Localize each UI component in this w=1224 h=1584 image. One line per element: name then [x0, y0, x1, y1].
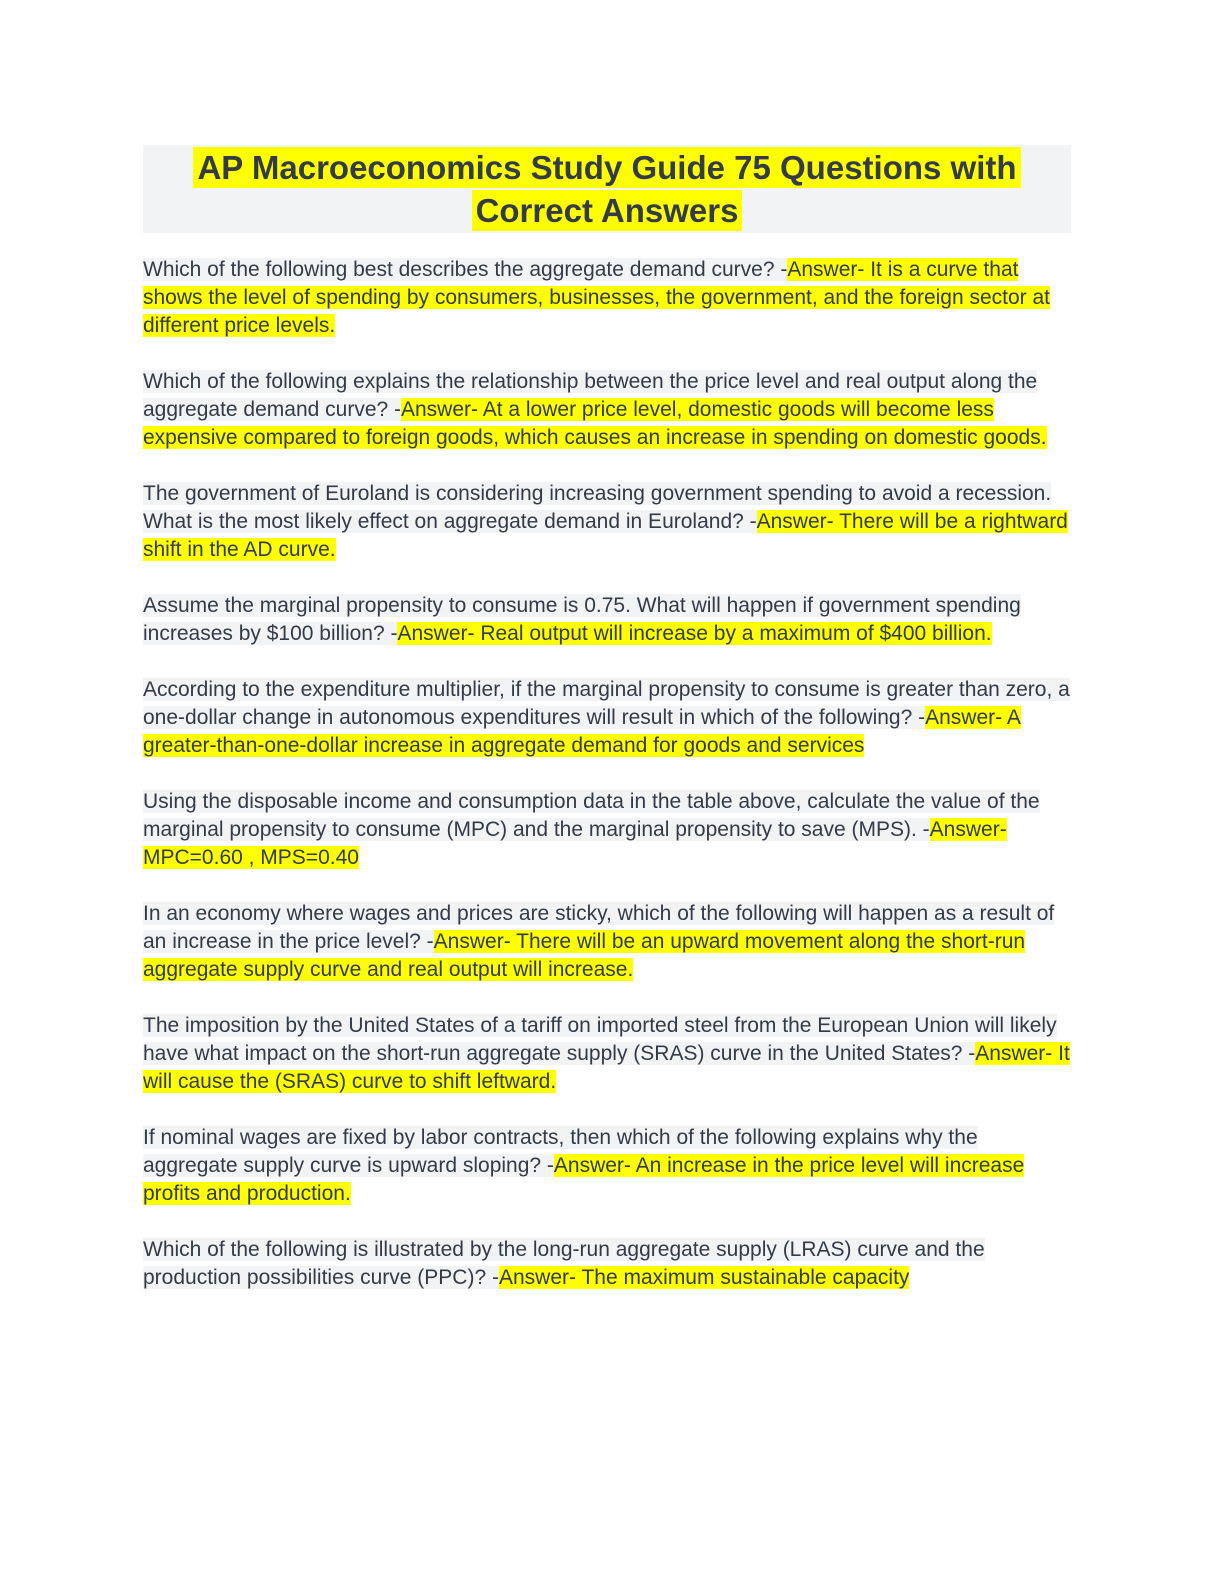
answer-highlight: Answer- An increase in the price level will increase profits and production.	[143, 1154, 1025, 1205]
question-text: Which of the following best describes the aggregate demand curve? -	[143, 258, 788, 281]
question-text: Which of the following is illustrated by the long-run aggregate supply (LRAS) curve and the production possibilities curve (PPC)? -	[143, 1238, 985, 1289]
question-text: Assume the marginal propensity to consume is 0.75. What will happen if government spending increases by $100 billion? -	[143, 594, 1021, 645]
qa-paragraph	[143, 592, 1071, 648]
question-text: Which of the following explains the relationship between the price level and real output along the aggregate demand curve? -	[143, 370, 1038, 421]
qa-paragraph	[143, 676, 1071, 760]
answer-highlight: Answer- It will cause the (SRAS) curve to shift leftward.	[143, 1042, 1070, 1093]
title-highlight: Correct Answers	[472, 190, 743, 231]
qa-paragraph	[143, 900, 1071, 984]
answer-highlight: Answer- There will be a rightward shift in the AD curve.	[143, 510, 1068, 561]
qa-paragraph	[143, 368, 1071, 452]
question-text: The imposition by the United States of a tariff on imported steel from the European Union will likely have what impact on the short-run aggregate supply (SRAS) curve in the United States? -	[143, 1014, 1057, 1065]
answer-highlight: Answer- There will be an upward movement along the short-run aggregate supply curve and real output will increase.	[143, 930, 1026, 981]
answer-highlight: Answer- Real output will increase by a maximum of $400 billion.	[397, 622, 992, 645]
qa-paragraph	[143, 480, 1071, 564]
title-line-1	[143, 146, 1071, 189]
answer-highlight: Answer- It is a curve that shows the level of spending by consumers, businesses, the government, and the foreign sector at different price levels.	[143, 258, 1051, 337]
title-line-2	[143, 189, 1071, 232]
document-title	[143, 145, 1071, 233]
qa-paragraph	[143, 1124, 1071, 1208]
qa-list	[143, 256, 1071, 1292]
document-content	[143, 145, 1071, 1292]
question-text: Using the disposable income and consumption data in the table above, calculate the value of the marginal propensity to consume (MPC) and the marginal propensity to save (MPS). -	[143, 790, 1040, 841]
qa-paragraph	[143, 788, 1071, 872]
question-text: If nominal wages are fixed by labor contracts, then which of the following explains why the aggregate supply curve is upward sloping? -	[143, 1126, 978, 1177]
qa-paragraph	[143, 1236, 1071, 1292]
qa-paragraph	[143, 1012, 1071, 1096]
answer-highlight: Answer- A greater-than-one-dollar increase in aggregate demand for goods and services	[143, 706, 1021, 757]
question-text: According to the expenditure multiplier, if the marginal propensity to consume is greater than zero, a one-dollar change in autonomous expenditures will result in which of the following? -	[143, 678, 1070, 729]
answer-highlight: Answer- MPC=0.60 , MPS=0.40	[143, 818, 1007, 869]
qa-paragraph	[143, 256, 1071, 340]
answer-highlight: Answer- At a lower price level, domestic goods will become less expensive compared to foreign goods, which causes an increase in spending on domestic goods.	[143, 398, 1047, 449]
question-text: The government of Euroland is considering increasing government spending to avoid a recession. What is the most likely effect on aggregate demand in Euroland? -	[143, 482, 1052, 533]
question-text: In an economy where wages and prices are sticky, which of the following will happen as a result of an increase in the price level? -	[143, 902, 1055, 953]
answer-highlight: Answer- The maximum sustainable capacity	[498, 1266, 910, 1289]
title-highlight: AP Macroeconomics Study Guide 75 Questions with	[193, 147, 1020, 188]
